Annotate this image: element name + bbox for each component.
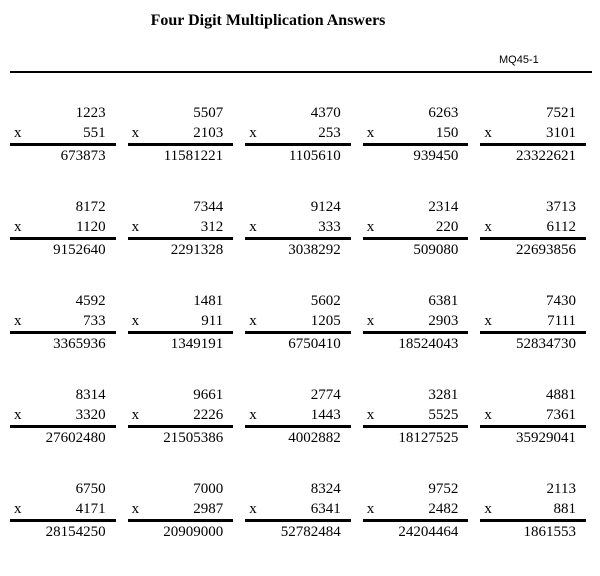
multiplicand: 6750 <box>75 481 106 497</box>
multiply-sign: x <box>131 407 140 423</box>
product-answer: 2291328 <box>170 242 224 258</box>
multiplicand: 7344 <box>193 199 224 215</box>
multiplier: 881 <box>553 501 576 517</box>
multiplicand: 7000 <box>193 481 224 497</box>
product-answer: 11581221 <box>163 148 224 164</box>
multiplier: 2903 <box>428 313 459 329</box>
multiplication-problem <box>363 291 475 385</box>
product-answer: 23322621 <box>515 148 576 164</box>
multiplication-problem <box>245 103 357 197</box>
multiplier: 4171 <box>75 501 106 517</box>
multiplicand: 8172 <box>75 199 106 215</box>
multiplier: 2482 <box>428 501 459 517</box>
multiply-sign: x <box>14 501 22 517</box>
product-answer: 4002882 <box>288 430 341 446</box>
problem-row <box>10 385 592 479</box>
multiplicand: 2314 <box>428 199 459 215</box>
page-title: Four Digit Multiplication Answers <box>150 12 386 29</box>
multiplicand: 7521 <box>545 105 576 121</box>
multiplication-problem <box>128 385 240 479</box>
multiplicand: 2113 <box>546 481 576 497</box>
product-answer: 21505386 <box>163 430 224 446</box>
multiplicand: 9752 <box>428 481 459 497</box>
multiplicand: 8314 <box>75 387 106 403</box>
product-answer: 35929041 <box>515 430 576 446</box>
multiply-sign: x <box>484 313 492 329</box>
problem-row <box>10 103 592 197</box>
multiplicand: 9661 <box>193 387 224 403</box>
product-answer: 22693856 <box>515 242 576 258</box>
multiplication-problem <box>363 197 475 291</box>
multiplier: 150 <box>435 125 459 141</box>
multiplier: 733 <box>83 313 106 329</box>
multiply-sign: x <box>131 501 140 517</box>
product-answer: 509080 <box>413 242 459 258</box>
multiplier: 253 <box>318 125 341 141</box>
multiplier: 3320 <box>75 407 106 423</box>
multiply-sign: x <box>484 219 492 235</box>
multiplicand: 6263 <box>428 105 459 121</box>
product-answer: 9152640 <box>53 242 106 258</box>
header-divider <box>10 71 592 73</box>
multiply-sign: x <box>131 125 140 141</box>
multiplicand: 1223 <box>75 105 106 121</box>
multiplier: 312 <box>200 219 224 235</box>
multiplier: 6112 <box>546 219 576 235</box>
multiply-sign: x <box>131 313 140 329</box>
multiplication-problem <box>10 479 122 573</box>
multiplication-problem <box>480 479 592 573</box>
multiplier: 5525 <box>428 407 459 423</box>
multiplier: 1443 <box>310 407 341 423</box>
multiplication-problem <box>128 479 240 573</box>
multiplier: 551 <box>83 125 106 141</box>
multiplication-problem <box>10 291 122 385</box>
multiplication-problem <box>480 385 592 479</box>
multiplication-problem <box>10 103 122 197</box>
product-answer: 18524043 <box>398 336 459 352</box>
multiplier: 3101 <box>545 125 576 141</box>
multiplier: 2226 <box>193 407 224 423</box>
multiply-sign: x <box>14 125 22 141</box>
multiply-sign: x <box>366 219 375 235</box>
multiplicand: 4881 <box>545 387 576 403</box>
multiplication-problem <box>10 385 122 479</box>
multiply-sign: x <box>484 501 492 517</box>
multiplicand: 9124 <box>310 199 341 215</box>
multiply-sign: x <box>249 125 257 141</box>
multiply-sign: x <box>366 501 375 517</box>
multiplication-problem <box>363 385 475 479</box>
product-answer: 52782484 <box>280 524 341 540</box>
multiplier: 6341 <box>310 501 341 517</box>
product-answer: 673873 <box>60 148 106 164</box>
product-answer: 52834730 <box>515 336 576 352</box>
product-answer: 1105610 <box>288 148 341 164</box>
multiplier: 2987 <box>193 501 224 517</box>
multiplication-problem <box>480 291 592 385</box>
product-answer: 1861553 <box>523 524 576 540</box>
worksheet-code: MQ45-1 <box>499 54 539 66</box>
multiplicand: 2774 <box>310 387 341 403</box>
multiply-sign: x <box>14 407 22 423</box>
product-answer: 1349191 <box>170 336 224 352</box>
multiplier: 1205 <box>310 313 341 329</box>
multiply-sign: x <box>249 313 257 329</box>
multiply-sign: x <box>249 219 257 235</box>
multiplicand: 6381 <box>428 293 459 309</box>
multiplier: 220 <box>435 219 459 235</box>
multiplicand: 3281 <box>428 387 459 403</box>
product-answer: 28154250 <box>45 524 106 540</box>
multiply-sign: x <box>484 125 492 141</box>
product-answer: 27602480 <box>45 430 106 446</box>
problem-grid <box>10 103 592 573</box>
multiplication-problem <box>363 479 475 573</box>
multiplicand: 5602 <box>310 293 341 309</box>
product-answer: 6750410 <box>288 336 341 352</box>
multiplicand: 5507 <box>193 105 224 121</box>
multiplicand: 3713 <box>545 199 576 215</box>
multiplicand: 4370 <box>310 105 341 121</box>
product-answer: 18127525 <box>398 430 459 446</box>
multiply-sign: x <box>484 407 492 423</box>
multiplication-problem <box>245 197 357 291</box>
multiply-sign: x <box>249 501 257 517</box>
problem-row <box>10 291 592 385</box>
multiply-sign: x <box>249 407 257 423</box>
product-answer: 24204464 <box>398 524 459 540</box>
multiplication-problem <box>128 291 240 385</box>
multiplication-problem <box>363 103 475 197</box>
multiplicand: 8324 <box>310 481 341 497</box>
multiplicand: 4592 <box>75 293 106 309</box>
multiplication-problem <box>245 479 357 573</box>
multiplicand: 7430 <box>545 293 576 309</box>
multiplication-problem <box>128 103 240 197</box>
multiplication-problem <box>480 197 592 291</box>
product-answer: 3365936 <box>53 336 106 352</box>
multiplication-problem <box>10 197 122 291</box>
multiply-sign: x <box>366 125 375 141</box>
multiply-sign: x <box>131 219 140 235</box>
product-answer: 20909000 <box>163 524 224 540</box>
multiplication-problem <box>480 103 592 197</box>
multiplier: 1120 <box>76 219 106 235</box>
multiplier: 2103 <box>193 125 224 141</box>
problem-row <box>10 479 592 573</box>
multiply-sign: x <box>366 407 375 423</box>
problem-row <box>10 197 592 291</box>
multiplier: 7361 <box>545 407 576 423</box>
multiplier: 333 <box>318 219 341 235</box>
multiplication-problem <box>128 197 240 291</box>
multiplier: 7111 <box>547 313 576 329</box>
multiplicand: 1481 <box>193 293 224 309</box>
multiplier: 911 <box>201 313 224 329</box>
multiply-sign: x <box>366 313 375 329</box>
product-answer: 3038292 <box>288 242 341 258</box>
multiply-sign: x <box>14 313 22 329</box>
multiplication-problem <box>245 385 357 479</box>
product-answer: 939450 <box>413 148 459 164</box>
multiply-sign: x <box>14 219 22 235</box>
multiplication-problem <box>245 291 357 385</box>
